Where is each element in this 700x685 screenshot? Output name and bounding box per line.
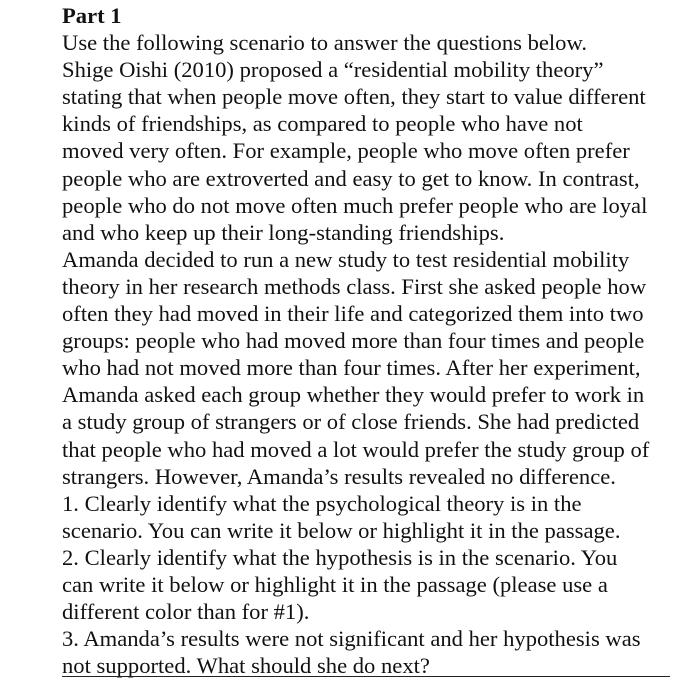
question-3-line: not supported. What should she do next? <box>62 653 430 679</box>
text-line: kinds of friendships, as compared to people who have not <box>62 111 583 137</box>
text-line: Amanda decided to run a new study to test residential mobility <box>62 246 630 272</box>
text-line: Shige Oishi (2010) proposed a “residential mobility theory” <box>62 57 604 83</box>
question-1-line: scenario. You can write it below or highlight it in the passage. <box>62 517 621 543</box>
part-title: Part 1 <box>62 3 122 28</box>
text-line: that people who had moved a lot would prefer the study group of <box>62 436 650 462</box>
text-line: people who are extroverted and easy to get to know. In contrast, <box>62 165 640 191</box>
question-2-line: 2. Clearly identify what the hypothesis is in the scenario. You <box>62 544 618 570</box>
question-2-line: can write it below or highlight it in the passage (please use a <box>62 571 608 597</box>
question-2-line: different color than for #1). <box>62 599 310 625</box>
text-line: and who keep up their long-standing friendships. <box>62 219 505 245</box>
text-line: moved very often. For example, people who move often prefer <box>62 138 630 164</box>
question-3-line: 3. Amanda’s results were not significant and her hypothesis was <box>62 626 641 652</box>
text-line: stating that when people move often, they start to value different <box>62 84 646 110</box>
text-line: Use the following scenario to answer the questions below. <box>62 30 587 56</box>
bottom-divider <box>62 676 670 677</box>
text-line: people who do not move often much prefer people who are loyal <box>62 192 648 218</box>
text-line: a study group of strangers or of close friends. She had predicted <box>62 409 640 435</box>
document-page <box>62 2 682 679</box>
text-line: theory in her research methods class. First she asked people how <box>62 273 647 299</box>
question-1-line: 1. Clearly identify what the psychological theory is in the <box>62 490 582 516</box>
text-line: Amanda asked each group whether they would prefer to work in <box>62 382 645 408</box>
text-line: who had not moved more than four times. After her experiment, <box>62 355 641 381</box>
text-line: strangers. However, Amanda’s results revealed no difference. <box>62 463 616 489</box>
text-line: groups: people who had moved more than four times and people <box>62 328 645 354</box>
text-line: often they had moved in their life and categorized them into two <box>62 301 644 327</box>
